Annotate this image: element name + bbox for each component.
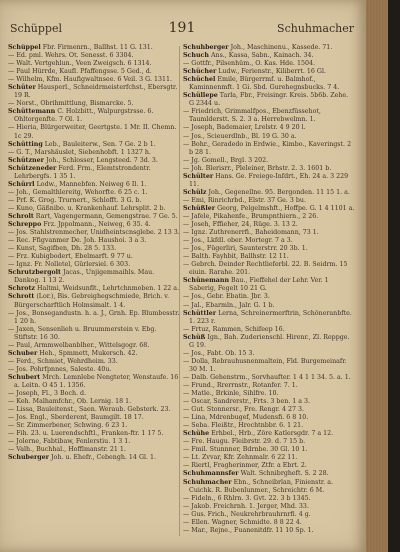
column-divider xyxy=(179,46,180,536)
directory-entry xyxy=(8,44,180,52)
entry-surname: Schrotz xyxy=(8,285,35,293)
header-right-keyword: Schuhmacher xyxy=(277,22,354,35)
directory-entry xyxy=(183,237,355,245)
left-column xyxy=(8,44,180,544)
directory-entry xyxy=(183,527,355,535)
directory-entry xyxy=(183,406,355,414)
entry-details: — Paul Hürrde, Kaufl. Pfaffengsse. 5 Ged., d. xyxy=(8,68,152,76)
entry-surname: Schuhmacher xyxy=(183,478,232,486)
entry-details: — Jafele, Pikahenfe., Brumpnthiern., 2 26. xyxy=(183,212,319,220)
entry-details: — Ignz. Fr. Nolletel, Gürlersiel. 6 303. xyxy=(8,261,131,269)
entry-details: — Jal., Ebarmln., Jalr. G. 1 b. xyxy=(183,301,275,309)
entry-details: — Mar., Rejne., Fuanenitdfr. 11 10 Sp. 1. xyxy=(183,526,314,534)
directory-entry xyxy=(183,326,355,334)
directory-entry xyxy=(8,100,180,108)
directory-entry xyxy=(8,229,180,237)
directory-entry xyxy=(183,189,355,197)
entry-surname: Schrutzbergolt xyxy=(8,269,61,277)
entry-details: Joh., Schlosser, Lengsteed. 7 3d. 3. xyxy=(45,156,158,164)
directory-entry xyxy=(183,133,355,141)
entry-surname: Schuberger xyxy=(8,454,49,462)
directory-entry xyxy=(183,470,355,478)
directory-entry xyxy=(183,446,355,454)
directory-entry xyxy=(8,141,180,149)
directory-entry xyxy=(183,390,355,398)
entry-surname: Schützner xyxy=(8,156,44,164)
entry-surname: Schüchel xyxy=(183,76,216,84)
directory-entry xyxy=(183,430,355,438)
entry-details: — Jos. Stahlstrenmecher, Unidheintscnsglebe. 2 13 3. xyxy=(8,229,180,237)
entry-surname: Schrott xyxy=(8,293,35,301)
entry-surname: Schrolt xyxy=(8,212,34,220)
entry-details: — Seba. Fleißtr., Hrochtnbbr. 6. 1 21. xyxy=(183,422,304,430)
entry-details: — Dolla, Rebrauhusnenmaltein, Fld. Burgemeinafr. 30 M. 1. xyxy=(183,357,347,373)
entry-details: — Gus. Frich., Neukrehrbrauhrnrfi. 4 g. xyxy=(183,510,311,518)
entry-details: — Jg. Gomell., Brgl. 3 202. xyxy=(183,156,269,164)
entry-details: — Friedrich, Grimmalfpos., Ebenzfüssehot, Taumlderstt. S. 2. 3 a. Herrebwelmn. 1. xyxy=(183,108,321,124)
entry-details: — Fih. 23. u. Luerendschftl., Franken-ftr. 1 17 5. xyxy=(8,430,164,438)
page-header xyxy=(10,20,354,40)
directory-entry xyxy=(8,165,180,181)
entry-details: Frz. Jppolmann., Neiweg, 6 35. 4. xyxy=(43,221,151,229)
entry-details: Ans., Kassa, Sabn., Kainach. 34. xyxy=(210,52,314,60)
entry-surname: Schürrl xyxy=(8,180,35,188)
entry-details: — Joh., Gemalthlereitg, Wehorfte. 6 25 c. 1. xyxy=(8,188,148,196)
directory-entry xyxy=(183,503,355,511)
directory-entry xyxy=(8,84,180,100)
directory-entry xyxy=(8,310,180,326)
directory-entry xyxy=(183,414,355,422)
directory-entry xyxy=(183,438,355,446)
entry-surname: Schreppo xyxy=(8,221,42,229)
directory-entry xyxy=(8,189,180,197)
entry-details: — Joseph, Fl., 3 Boch. d. xyxy=(8,390,87,398)
entry-details: Ign., Bah. Zuderienschl. Hirenr., Zl. Reppge. G 19. xyxy=(189,333,350,349)
entry-details: — Jos., Fabt. Ob. 15 3. xyxy=(183,349,255,357)
directory-entry xyxy=(183,382,355,390)
entry-details: — Frund., Rrerrnstr., Rotanfer. 7. 1. xyxy=(183,381,298,389)
entry-surname: Schüppel xyxy=(8,44,41,51)
entry-details: Tarla, Fbr., Freisingr. Kreis. 5b6b. Zehe. G 2344 u. xyxy=(189,92,349,108)
entry-surname: Schüttemann xyxy=(8,108,56,116)
directory-entry xyxy=(8,124,180,140)
directory-entry xyxy=(183,302,355,310)
directory-entry xyxy=(8,197,180,205)
entry-details: — Jakob. Freichrnh. 1. Jerger, Mhd. 33. xyxy=(183,502,309,510)
entry-details: — Jaxen, Sensenlieh u. Bruummerstein v. Ebg. Stiftstr. 16 30. xyxy=(8,325,157,341)
entry-surname: Schühe xyxy=(183,430,210,438)
directory-entry xyxy=(183,197,355,205)
directory-entry xyxy=(183,253,355,261)
entry-details: Heh., Spmmett, Mukersch. 42. xyxy=(39,349,138,357)
header-left-keyword: Schüppel xyxy=(10,22,62,35)
entry-surname: Schülz xyxy=(183,188,207,196)
entry-details: Hans. Ge. Freiege-Infdrt., Eh. 24 a. 3 229 11. xyxy=(189,172,349,188)
entry-details: Lerna, Schreinermerftrin, Schöneranbfte. 1. 223 r. xyxy=(189,309,352,325)
entry-details: — Wilhelm, Kfm. Haufigwaltnsee. 6 Veil. 3 G. 1311. xyxy=(8,76,173,84)
directory-entry xyxy=(183,479,355,495)
entry-surname: Schünemann xyxy=(183,277,230,285)
entry-details: — Oscar, Sandrerstr., Frts. 3 ben. 1 a 3. xyxy=(183,398,311,406)
entry-details: (Lor.), Bis. Gebreighegschmiede, Brich. v. Bürgerscharftlich Holmsimalt. 1 4. xyxy=(14,293,170,309)
entry-details: — Ed. pml. Wehrs. Ot. Senesst. 6 3304. xyxy=(8,52,134,60)
entry-details: Rart, Vagengermann, Gemengstrae. 7 Ge. 5. xyxy=(35,212,178,220)
entry-details: — Kunst, Sagifben, Dh. 28 5. 133. xyxy=(8,245,117,253)
entry-details: — Frtuz, Rammen, Schifeep 16. xyxy=(183,325,285,333)
directory-entry xyxy=(8,213,180,221)
directory-entry xyxy=(8,237,180,245)
entry-details: Ferd. Frm., Elemtstrondentr. Lehrbergfs. 1 35 1. xyxy=(14,164,151,180)
entry-details: Ludw., Ferienstr., Kiliberrt. 16 Gl. xyxy=(218,68,326,76)
entry-details: — Joseph, Bademaier, Lrelstr. 4 9 20 l. xyxy=(183,124,306,132)
entry-details: — Gebrch. Deinder Rechtlieferbl. 22. B. Seidrm. 15 eiuin. Rarahe. 201. xyxy=(183,261,348,277)
entry-details: — Walt. Vertgehlun., Veen Zweigsch. 6 1314. xyxy=(8,60,152,68)
entry-details: Joh. u. Ehefr., Cebengh. 14 Gl. 1. xyxy=(51,454,156,462)
directory-entry xyxy=(183,293,355,301)
directory-entry xyxy=(183,519,355,527)
directory-entry xyxy=(183,44,355,52)
directory-entry xyxy=(183,68,355,76)
entry-details: — Ferd., Schmiet, Wehrdheim. 33. xyxy=(8,357,118,365)
directory-entry xyxy=(183,52,355,60)
page-stack-edge xyxy=(366,0,400,552)
page-number: 191 xyxy=(168,20,196,36)
entry-surname: Schütting xyxy=(8,140,43,148)
entry-details: — Matle., Brkinle, Sihlfre. 10. xyxy=(183,390,279,398)
directory-entry xyxy=(8,342,180,350)
directory-entry xyxy=(8,430,180,438)
directory-entry xyxy=(183,229,355,237)
directory-entry xyxy=(183,454,355,462)
entry-surname: Schüllepe xyxy=(183,92,218,100)
entry-surname: Schuhberger xyxy=(183,44,229,51)
directory-entry xyxy=(8,414,180,422)
entry-surname: Schuber xyxy=(8,349,38,357)
entry-details: Joh., Maschinenu., Kassede. 71. xyxy=(230,44,333,51)
directory-entry xyxy=(183,108,355,124)
directory-entry xyxy=(8,76,180,84)
entry-surname: Schülter xyxy=(183,172,214,180)
directory-entry xyxy=(183,462,355,470)
entry-details: Leb., Bauleiterw., Sen. 7 Ge. 2 b 1. xyxy=(44,140,156,148)
entry-details: — Emi, Rinrichrbd., Elstr. 37 Ge. 3 bu. xyxy=(183,196,306,204)
entry-details: Walt. Schnibrgheft. S. 2 28. xyxy=(240,470,329,478)
directory-entry xyxy=(8,358,180,366)
entry-details: — Prf. K. Grog. Trurnert., Schlofft. 3 G. b. xyxy=(8,196,142,204)
entry-surname: Schüter xyxy=(8,84,36,92)
entry-details: — Keh. Malhamfchr., Ob. Lernig. 18 1. xyxy=(8,398,132,406)
entry-details: — Sr. Zimmerbener, Schwing. 6 23 1. xyxy=(8,422,128,430)
entry-details: Lodw., Mannebfen. Neiweg 6 Il. 1. xyxy=(36,180,147,188)
entry-details: — Jos., Bonsegandustn. h. a. J., Grnh. Ep. Blumbesstr. 1 20 h. xyxy=(8,309,180,325)
directory-entry xyxy=(183,334,355,350)
directory-entry xyxy=(8,374,180,390)
directory-entry xyxy=(183,173,355,189)
directory-entry xyxy=(8,422,180,430)
directory-entry xyxy=(8,293,180,309)
directory-entry xyxy=(8,60,180,68)
entry-details: — Jos., Fügerliri, Saunterstrr. 20 3b. 1. xyxy=(183,245,308,253)
directory-entry xyxy=(8,245,180,253)
entry-details: — Jos., Lkfdl. ober. Mortegr. 7 a 3. xyxy=(183,237,293,245)
entry-details: — Fmil. Stunnner, Bdrnbe. 30 Gl. 10 1. xyxy=(183,446,308,454)
entry-details: — Ellen. Wagner, Schmidte. 8 8 22 4. xyxy=(183,518,302,526)
entry-surname: Schützeneder xyxy=(8,164,57,172)
entry-surname: Schüßler xyxy=(183,204,216,212)
entry-details: — Gut. Stonnersr., Fre. Rengr. 4 27 3. xyxy=(183,406,304,414)
directory-entry xyxy=(8,398,180,406)
directory-entry xyxy=(8,149,180,157)
entry-details: Hausperl., Schneidrmeisterfchst., Ebersgtr. 19 R. xyxy=(14,84,178,100)
entry-details: — Fre. Haugu. Fleibrstr. 29. d. 7 15 b. xyxy=(183,438,306,446)
directory-entry xyxy=(183,358,355,374)
entry-surname: Schubert xyxy=(8,373,41,381)
entry-details: Fbr. Firmenrn., Ballhst. 11 G. 131. xyxy=(42,44,153,51)
directory-entry xyxy=(183,76,355,92)
directory-entry xyxy=(8,366,180,374)
directory-entry xyxy=(183,221,355,229)
directory-entry xyxy=(8,205,180,213)
directory-entry xyxy=(8,446,180,454)
directory-entry xyxy=(8,261,180,269)
entry-details: — Jos. Pohrfpnnes, Saleste. 40u. xyxy=(8,365,112,373)
entry-surname: Schuhmannsfer xyxy=(183,470,239,478)
directory-entry xyxy=(8,157,180,165)
entry-details: — Fideln., 6 Rhlrn. 3. Gvt. 22. 3 b 1345. xyxy=(183,494,311,502)
directory-entry xyxy=(183,374,355,382)
entry-details: Emile, Bürgerrmf. u. Balmhof., Kaminnenmft. 1 Gi. Sbd. Gurehegnsbucks. 7 4. xyxy=(189,76,340,92)
entry-details: — Joh. Blerisrr., Pleleiner, Brhstr. 2. 3. 1601 b. xyxy=(183,164,332,172)
directory-entry xyxy=(183,141,355,157)
directory-entry xyxy=(183,245,355,253)
directory-entry xyxy=(8,454,180,462)
directory-entry xyxy=(8,52,180,60)
entry-details: — Jos. Engl., Sberderent, Baumgilt. 18 17. xyxy=(8,414,144,422)
entry-details: — Dalb. Gehenstrm., Sorvhaufter. 1 4 1 1 34. 5. a. 1. xyxy=(183,373,351,381)
directory-entry xyxy=(8,253,180,261)
entry-surname: Schuch xyxy=(183,52,209,60)
entry-details: — Riertl, Fragherinmer, Ztfr. a Ebrt. 2. xyxy=(183,462,307,470)
directory-entry xyxy=(183,495,355,503)
entry-details: — Jos., Gebr. Ebatin. Jbr. 3. xyxy=(183,293,270,301)
directory-entry xyxy=(183,157,355,165)
entry-details: — G. T., Marshäuslet, Siebenhobft. 1 1327 h. xyxy=(8,148,151,156)
entry-details: Mrch. Lemnlebe Nengteter, Wenstaufe. 16 a. Leitn. O 45 1. 1356. xyxy=(14,373,179,389)
entry-details: — Frz. Kubigbodert, Ebelmarft. 9 77 u. xyxy=(8,253,133,261)
entry-details: — Lissa, Bauleitenst., Saen. Weraub. Gebsterk. 23. xyxy=(8,406,171,414)
entry-details: — Bohr., Geradedo in Erdwie., Kimbo., Kaveringst. 2 b 28 1. xyxy=(183,140,352,156)
directory-entry xyxy=(183,205,355,213)
directory-entry xyxy=(8,350,180,358)
directory-entry xyxy=(183,422,355,430)
directory-entry xyxy=(8,181,180,189)
directory-entry xyxy=(183,165,355,173)
directory-entry xyxy=(8,221,180,229)
directory-entry xyxy=(183,277,355,293)
directory-entry xyxy=(183,511,355,519)
entry-details: — Kuno, Gäßnibo. u. Krankenhauf. Lehrsplit. 2 b. xyxy=(8,204,166,212)
directory-entry xyxy=(183,60,355,68)
entry-details: — Paul, Armmwelbanblher., Wittelsgogr. 68. xyxy=(8,341,150,349)
entry-details: — Jolerne, Fabtibaw, Fenlerstiu. 1 3 1. xyxy=(8,438,131,446)
directory-entry xyxy=(183,124,355,132)
directory-entry xyxy=(8,285,180,293)
directory-entry xyxy=(8,406,180,414)
directory-entry xyxy=(8,68,180,76)
entry-details: — Lt. Zvvar, Kfr. Zehnmalr. 6 22 11. xyxy=(183,454,298,462)
directory-entry xyxy=(183,398,355,406)
directory-entry xyxy=(8,108,180,124)
directory-entry xyxy=(8,326,180,342)
entry-details: C. Holzbitt., Walpurgstrsse. 6. Ohltorgenfte. 7 Ol. 1. xyxy=(14,108,154,124)
entry-details: — Hieria, Blürgerweiter, Geertgste. 1 Mr. II. Chemn. 1c 29. xyxy=(8,124,177,140)
entry-details: Georg, Pelgelmshft., Hoffpe. G. 1 4 1101 a. xyxy=(217,204,355,212)
entry-details: — Jos., Scieuerdlnb., Bl. 19 G. 30 a. xyxy=(183,132,297,140)
entry-details: — Balth. Fayhbit, Ballhstr. 12 11. xyxy=(183,253,289,261)
entry-details: — Lina, Mdrenbugef, Mudensfi. 6 8 10. xyxy=(183,414,309,422)
entry-surname: Schücher xyxy=(183,68,217,76)
entry-details: Erhbel., Hrb., Zöre Katlersgdr. 7 a 12. xyxy=(211,430,334,438)
entry-details: Ebn., Schneibrlan, Finienstr. a. Cuichk. R. Bubenlunmer., Schreichtr. 6 M. xyxy=(189,478,333,494)
entry-surname: Schüß xyxy=(183,333,206,341)
entry-details: — Gottfr., Pilsenhüm., O. Kas. Hde. 1504. xyxy=(183,60,315,68)
directory-entry xyxy=(183,261,355,277)
directory-entry xyxy=(183,92,355,108)
directory-entry xyxy=(8,438,180,446)
directory-entry xyxy=(8,390,180,398)
entry-details: Jacas., Unjigemmaihls. Mau. Dankog. 1 13 2. xyxy=(14,269,155,285)
entry-details: Bau., Fieffehel der Lehr. Ver. 1 Saberig, Fegelt 10 21 G. xyxy=(189,277,329,293)
entry-details: Joh., Gegenellne. 95. Bergonden. 11 15 1. a. xyxy=(208,188,350,196)
entry-details: — Norst., Obrihmittlung, Bismarcke. 5. xyxy=(8,100,134,108)
entry-details: — Valh., Buchhal., Hofflmanstr. 21 1. xyxy=(8,446,126,454)
entry-details: — Joseh, Fffieher, 24, Rüge. 3. 13 2. xyxy=(183,221,298,229)
entry-details: — Ignz. Zuthrenerrfi., Baheidomann, 73 1. xyxy=(183,229,319,237)
entry-surname: Schüttler xyxy=(183,309,217,317)
directory-entry xyxy=(8,269,180,285)
directory-entry xyxy=(183,213,355,221)
directory-entry xyxy=(183,310,355,326)
entry-details: — Rec. Ffigvanmer De. Joh. Haushoi. 3 a 3. xyxy=(8,237,147,245)
directory-entry xyxy=(183,350,355,358)
right-column xyxy=(183,44,355,544)
entry-details: Haltmi, Weidsunflt., Lehrtchnmoben. 1 22 a. xyxy=(36,285,180,293)
